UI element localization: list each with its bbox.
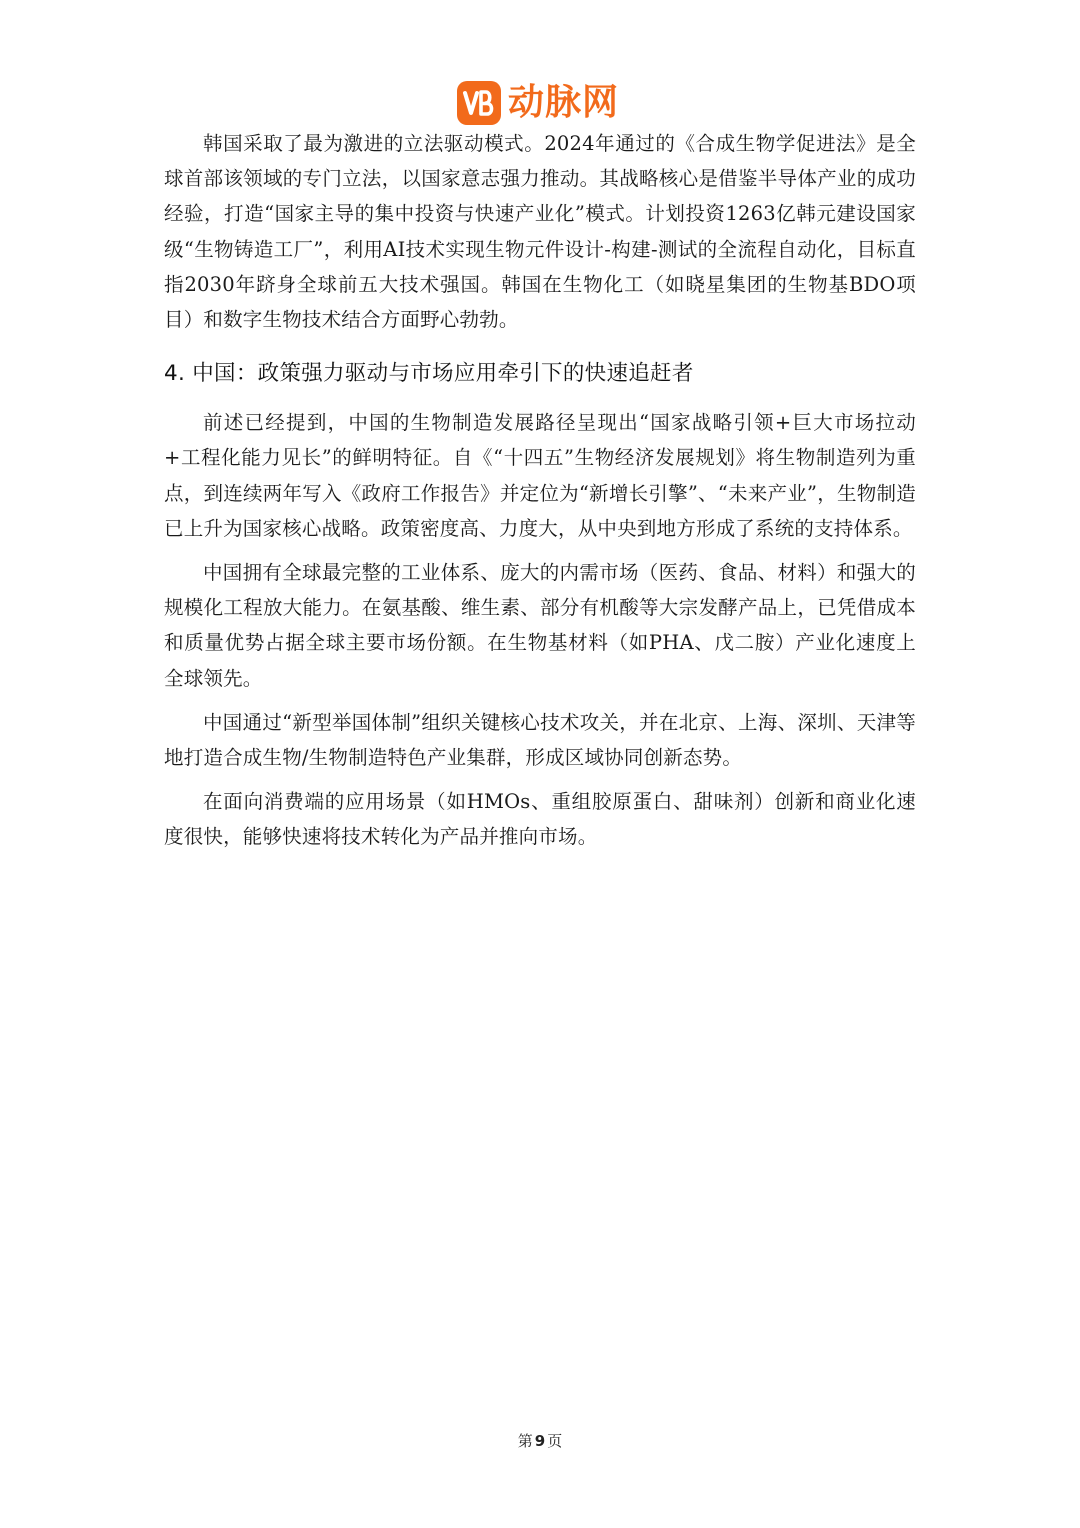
section-heading-china: 4. 中国：政策强力驱动与市场应用牵引下的快速追赶者 [164,361,694,387]
brand-logo [457,80,619,126]
vb-logo-icon [457,81,501,125]
brand-name: 动脉网 [508,82,620,123]
page-number: 9 [534,1432,546,1450]
paragraph-china-clusters: 中国通过“新型举国体制”组织关键核心技术攻关，并在北京、上海、深圳、天津等地打造合成生物/生物制造特色产业集群，形成区域协同创新态势。 [164,710,916,770]
page-footer [0,1430,1080,1452]
vb-logo-glyph [462,88,496,118]
paragraph-korea: 韩国采取了最为激进的立法驱动模式。2024年通过的《合成生物学促进法》是全球首部该领域的专门立法，以国家意志强力推动。其战略核心是借鉴半导体产业的成功经验，打造“国家主导的集中投资与快速产业化”模式。计划投资1263亿韩元建设国家级“生物铸造工厂”，利用AI技术实现生物元件设计-构建-测试的全流程自动化，目标直指2030年跻身全球前五大技术强国。韩国在生物化工（如晓星集团的生物基BDO项目）和数字生物技术结合方面野心勃勃。 [164,132,916,332]
paragraph-china-industry: 中国拥有全球最完整的工业体系、庞大的内需市场（医药、食品、材料）和强大的规模化工程放大能力。在氨基酸、维生素、部分有机酸等大宗发酵产品上，已凭借成本和质量优势占据全球主要市场份额。在生物基材料（如PHA、戊二胺）产业化速度上全球领先。 [164,561,916,690]
document-body [164,126,916,855]
page-number-prefix: 第 [517,1432,533,1450]
page-number-suffix: 页 [547,1432,563,1450]
paragraph-china-path: 前述已经提到，中国的生物制造发展路径呈现出“国家战略引领+巨大市场拉动+工程化能力见长”的鲜明特征。自《“十四五”生物经济发展规划》将生物制造列为重点，到连续两年写入《政府工作报告》并定位为“新增长引擎”、“未来产业”，生物制造已上升为国家核心战略。政策密度高、力度大，从中央到地方形成了系统的支持体系。 [164,411,916,540]
paragraph-china-consumer: 在面向消费端的应用场景（如HMOs、重组胶原蛋白、甜味剂）创新和商业化速度很快，能够快速将技术转化为产品并推向市场。 [164,790,916,849]
